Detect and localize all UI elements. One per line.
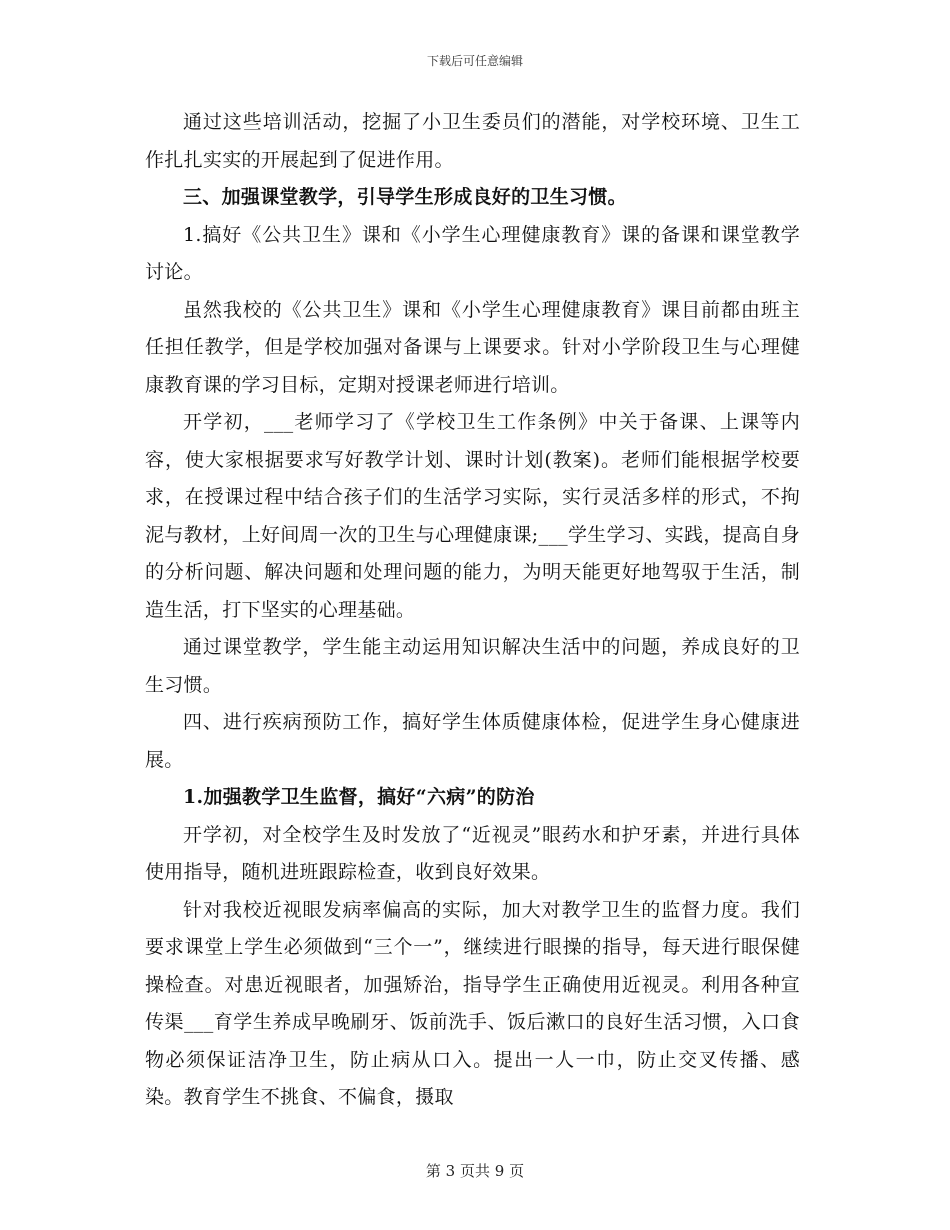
section-heading-4: 四、进行疾病预防工作，搞好学生体质健康体检，促进学生身心健康进展。 (145, 711, 800, 771)
subheading-item-1: 1.加强教学卫生监督，搞好“六病”的防治 (183, 786, 535, 808)
paragraph-3: 开学初，___老师学习了《学校卫生工作条例》中关于备课、上课等内容，使大家根据要求写好教学计划、课时计划(教案)。老师们能根据学校要求，在授课过程中结合孩子们的生活学习实际，实行灵活多样的形式，不拘泥与教材，上好间周一次的卫生与心理健康课;___学生学习、实践，提高自身的分析问题、解决问题和处理问题的能力，为明天能更好地驾驭于生活，制造生活，打下坚实的心理基础。 (145, 411, 800, 621)
paragraph-6: 针对我校近视眼发病率偏高的实际，加大对教学卫生的监督力度。我们要求课堂上学生必须做到“三个一”，继续进行眼操的指导，每天进行眼保健操检查。对患近视眼者，加强矫治，指导学生正确使用近视灵。利用各种宣传渠___育学生养成早晚刷牙、饭前洗手、饭后漱口的良好生活习惯，入口食物必须保证洁净卫生，防止病从口入。提出一人一巾，防止交叉传播、感染。教育学生不挑食、不偏食，摄取 (145, 898, 800, 1108)
section-heading-3: 三、加强课堂教学，引导学生形成良好的卫生习惯。 (183, 186, 627, 208)
document-body (145, 104, 800, 1117)
paragraph-item-1: 1.搞好《公共卫生》课和《小学生心理健康教育》课的备课和课堂教学讨论。 (145, 223, 800, 283)
page-header: 下载后可任意编辑 (426, 54, 523, 68)
page-footer: 第 3 页共 9 页 (425, 1162, 525, 1180)
paragraph-1: 通过这些培训活动，挖掘了小卫生委员们的潜能，对学校环境、卫生工作扎扎实实的开展起到了促进作用。 (145, 111, 800, 171)
paragraph-5: 开学初，对全校学生及时发放了“近视灵”眼药水和护牙素，并进行具体使用指导，随机进班跟踪检查，收到良好效果。 (145, 823, 800, 883)
paragraph-2: 虽然我校的《公共卫生》课和《小学生心理健康教育》课目前都由班主任担任教学，但是学校加强对备课与上课要求。针对小学阶段卫生与心理健康教育课的学习目标，定期对授课老师进行培训。 (145, 298, 800, 396)
paragraph-4: 通过课堂教学，学生能主动运用知识解决生活中的问题，养成良好的卫生习惯。 (145, 636, 800, 696)
